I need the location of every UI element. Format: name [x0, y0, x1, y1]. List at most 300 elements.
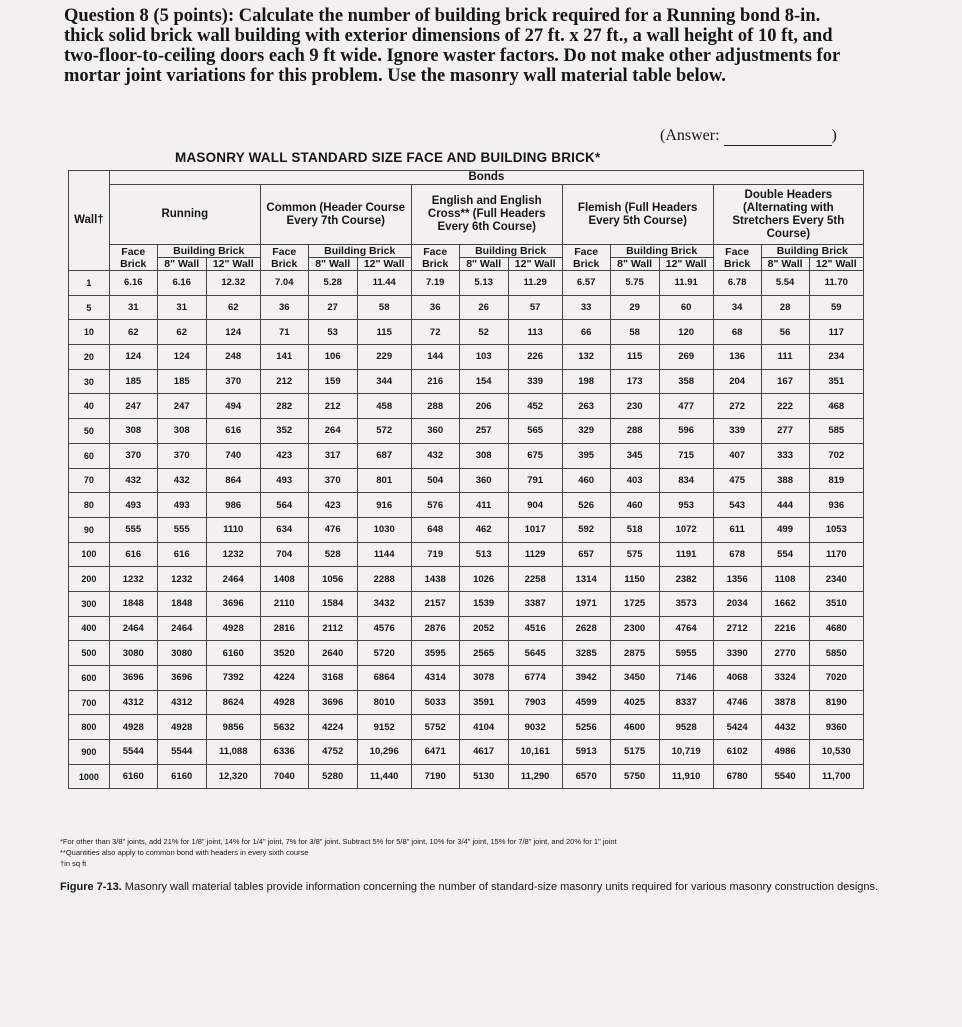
table-cell: 8624	[206, 690, 260, 715]
table-cell: 2875	[610, 641, 659, 666]
table-cell: 719	[411, 542, 459, 567]
table-cell: 5913	[562, 740, 610, 765]
table-cell: 4025	[610, 690, 659, 715]
table-cell: 864	[206, 468, 260, 493]
table-cell: 11,700	[809, 764, 863, 789]
table-cell: 344	[357, 369, 411, 394]
table-cell: 388	[761, 468, 809, 493]
table-cell: 6336	[260, 740, 308, 765]
table-cell: 585	[809, 419, 863, 444]
table-cell: 395	[562, 443, 610, 468]
table-cell: 4617	[459, 740, 508, 765]
table-cell: 288	[610, 419, 659, 444]
table-cell: 5752	[411, 715, 459, 740]
wall-12in-header: 12" Wall	[357, 258, 411, 271]
building-brick-header: Building Brick	[308, 245, 411, 258]
table-cell: 801	[357, 468, 411, 493]
table-cell: 3696	[157, 666, 206, 691]
table-row	[69, 764, 864, 789]
table-cell: 144	[411, 345, 459, 370]
table-cell: 53	[308, 320, 357, 345]
table-cell: 1056	[308, 567, 357, 592]
figure-caption-text: Masonry wall material tables provide information concerning the number of standard-size masonry units required for various masonry construction designs.	[121, 881, 879, 893]
table-cell: 2770	[761, 641, 809, 666]
table-cell: 834	[659, 468, 713, 493]
table-cell: 7146	[659, 666, 713, 691]
face-brick-header: Face Brick	[411, 245, 459, 271]
table-cell: 2258	[508, 567, 562, 592]
table-cell: 1072	[659, 517, 713, 542]
table-cell: 592	[562, 517, 610, 542]
table-cell: 111	[761, 345, 809, 370]
table-cell: 3573	[659, 591, 713, 616]
table-cell: 2876	[411, 616, 459, 641]
table-cell: 5750	[610, 764, 659, 789]
table-cell: 2288	[357, 567, 411, 592]
table-cell: 460	[562, 468, 610, 493]
table-cell: 339	[508, 369, 562, 394]
table-cell: 120	[659, 320, 713, 345]
table-cell: 10,530	[809, 740, 863, 765]
table-cell: 4680	[809, 616, 863, 641]
table-cell: 263	[562, 394, 610, 419]
table-cell: 468	[809, 394, 863, 419]
table-cell: 9528	[659, 715, 713, 740]
table-cell: 1232	[109, 567, 157, 592]
table-cell: 136	[713, 345, 761, 370]
table-cell: 11.70	[809, 271, 863, 296]
table-cell: 2640	[308, 641, 357, 666]
table-row	[69, 517, 864, 542]
table-cell: 493	[157, 493, 206, 518]
table-cell: 115	[610, 345, 659, 370]
table-cell: 339	[713, 419, 761, 444]
table-cell: 2565	[459, 641, 508, 666]
question-text: Question 8 (5 points): Calculate the number of building brick required for a Running bond 8-in. thick solid brick wall building with exterior dimensions of 27 ft. x 27 ft., a wall height of 10 ft, and two-floor-to-ceiling doors each 9 ft wide. Ignore waster factors. Do not make other adjustments for mortar joint variations for this problem. Use the masonry wall material table below.	[64, 6, 840, 86]
table-cell: 6864	[357, 666, 411, 691]
table-cell: 3510	[809, 591, 863, 616]
table-cell: 124	[157, 345, 206, 370]
table-cell: 5850	[809, 641, 863, 666]
table-cell: 3696	[109, 666, 157, 691]
table-cell: 212	[260, 369, 308, 394]
wall-8in-header: 8" Wall	[459, 258, 508, 271]
table-cell: 2816	[260, 616, 308, 641]
masonry-wall-table	[68, 170, 864, 789]
table-cell: 317	[308, 443, 357, 468]
table-cell: 29	[610, 295, 659, 320]
bond-running-header: Running	[109, 185, 260, 245]
table-cell: 4224	[308, 715, 357, 740]
table-cell: 59	[809, 295, 863, 320]
table-cell: 222	[761, 394, 809, 419]
wall-8in-header: 8" Wall	[157, 258, 206, 271]
table-cell: 572	[357, 419, 411, 444]
table-cell: 5.13	[459, 271, 508, 296]
table-cell: 403	[610, 468, 659, 493]
figure-label: Figure 7-13.	[60, 881, 122, 893]
table-cell: 3878	[761, 690, 809, 715]
table-cell: 1971	[562, 591, 610, 616]
wall-area-cell: 40	[69, 394, 110, 419]
table-cell: 1026	[459, 567, 508, 592]
table-cell: 2157	[411, 591, 459, 616]
table-cell: 5175	[610, 740, 659, 765]
wall-area-cell: 80	[69, 493, 110, 518]
table-cell: 565	[508, 419, 562, 444]
table-cell: 4928	[260, 690, 308, 715]
table-cell: 68	[713, 320, 761, 345]
table-cell: 6160	[157, 764, 206, 789]
table-cell: 10,296	[357, 740, 411, 765]
table-cell: 6160	[206, 641, 260, 666]
table-row	[69, 369, 864, 394]
bond-flemish-header: Flemish (Full Headers Every 5th Course)	[562, 185, 713, 245]
wall-area-cell: 50	[69, 419, 110, 444]
table-cell: 1408	[260, 567, 308, 592]
table-cell: 2464	[109, 616, 157, 641]
table-cell: 370	[206, 369, 260, 394]
table-cell: 4432	[761, 715, 809, 740]
table-cell: 460	[610, 493, 659, 518]
table-cell: 2464	[206, 567, 260, 592]
table-row	[69, 271, 864, 296]
table-cell: 564	[260, 493, 308, 518]
table-cell: 7903	[508, 690, 562, 715]
table-cell: 11.29	[508, 271, 562, 296]
wall-header: Wall†	[69, 171, 110, 271]
table-cell: 7.04	[260, 271, 308, 296]
table-cell: 555	[157, 517, 206, 542]
table-cell: 5130	[459, 764, 508, 789]
table-cell: 1129	[508, 542, 562, 567]
table-cell: 360	[411, 419, 459, 444]
table-cell: 648	[411, 517, 459, 542]
table-cell: 5424	[713, 715, 761, 740]
table-cell: 1584	[308, 591, 357, 616]
table-cell: 4104	[459, 715, 508, 740]
table-cell: 477	[659, 394, 713, 419]
table-cell: 4576	[357, 616, 411, 641]
table-cell: 3520	[260, 641, 308, 666]
table-cell: 1314	[562, 567, 610, 592]
table-cell: 72	[411, 320, 459, 345]
table-row	[69, 345, 864, 370]
wall-8in-header: 8" Wall	[610, 258, 659, 271]
wall-area-cell: 200	[69, 567, 110, 592]
table-cell: 269	[659, 345, 713, 370]
table-cell: 555	[109, 517, 157, 542]
table-cell: 1110	[206, 517, 260, 542]
table-cell: 5256	[562, 715, 610, 740]
table-cell: 791	[508, 468, 562, 493]
table-cell: 528	[308, 542, 357, 567]
table-cell: 370	[308, 468, 357, 493]
table-cell: 11,440	[357, 764, 411, 789]
table-cell: 308	[109, 419, 157, 444]
table-cell: 3324	[761, 666, 809, 691]
table-cell: 554	[761, 542, 809, 567]
table-cell: 411	[459, 493, 508, 518]
table-cell: 11.91	[659, 271, 713, 296]
table-row	[69, 567, 864, 592]
table-cell: 352	[260, 419, 308, 444]
face-brick-header: Face Brick	[109, 245, 157, 271]
wall-area-cell: 60	[69, 443, 110, 468]
table-cell: 277	[761, 419, 809, 444]
table-cell: 3591	[459, 690, 508, 715]
table-cell: 4764	[659, 616, 713, 641]
table-cell: 288	[411, 394, 459, 419]
table-row	[69, 542, 864, 567]
table-cell: 5280	[308, 764, 357, 789]
table-cell: 5955	[659, 641, 713, 666]
table-cell: 115	[357, 320, 411, 345]
table-cell: 6.16	[109, 271, 157, 296]
table-cell: 4516	[508, 616, 562, 641]
table-cell: 247	[109, 394, 157, 419]
table-cell: 3080	[109, 641, 157, 666]
table-cell: 2112	[308, 616, 357, 641]
table-cell: 370	[157, 443, 206, 468]
table-cell: 154	[459, 369, 508, 394]
table-cell: 57	[508, 295, 562, 320]
bond-common-header: Common (Header Course Every 7th Course)	[260, 185, 411, 245]
table-row	[69, 616, 864, 641]
table-cell: 5.28	[308, 271, 357, 296]
table-cell: 4312	[157, 690, 206, 715]
table-cell: 106	[308, 345, 357, 370]
table-cell: 616	[157, 542, 206, 567]
table-cell: 2034	[713, 591, 761, 616]
table-cell: 476	[308, 517, 357, 542]
table-cell: 5720	[357, 641, 411, 666]
table-cell: 5540	[761, 764, 809, 789]
table-cell: 124	[109, 345, 157, 370]
building-brick-header: Building Brick	[610, 245, 713, 258]
table-cell: 11.44	[357, 271, 411, 296]
table-cell: 185	[109, 369, 157, 394]
wall-area-cell: 90	[69, 517, 110, 542]
footnote-quantities: **Quantities also apply to common bond with headers in every sixth course	[60, 848, 309, 857]
table-cell: 333	[761, 443, 809, 468]
table-row	[69, 690, 864, 715]
table-cell: 4600	[610, 715, 659, 740]
bond-double-headers-header: Double Headers (Alternating with Stretchers Every 5th Course)	[713, 185, 863, 245]
table-cell: 4599	[562, 690, 610, 715]
face-brick-header: Face Brick	[713, 245, 761, 271]
table-cell: 3387	[508, 591, 562, 616]
table-cell: 576	[411, 493, 459, 518]
table-cell: 11,910	[659, 764, 713, 789]
table-cell: 452	[508, 394, 562, 419]
table-cell: 2340	[809, 567, 863, 592]
table-cell: 4314	[411, 666, 459, 691]
table-cell: 2382	[659, 567, 713, 592]
table-cell: 141	[260, 345, 308, 370]
table-cell: 953	[659, 493, 713, 518]
table-cell: 358	[659, 369, 713, 394]
wall-area-cell: 500	[69, 641, 110, 666]
wall-area-cell: 800	[69, 715, 110, 740]
answer-close: )	[831, 127, 837, 144]
table-row	[69, 740, 864, 765]
table-cell: 904	[508, 493, 562, 518]
table-cell: 1170	[809, 542, 863, 567]
table-cell: 4986	[761, 740, 809, 765]
table-cell: 6774	[508, 666, 562, 691]
table-cell: 247	[157, 394, 206, 419]
table-cell: 5.54	[761, 271, 809, 296]
wall-12in-header: 12" Wall	[659, 258, 713, 271]
wall-area-cell: 100	[69, 542, 110, 567]
table-cell: 5544	[157, 740, 206, 765]
table-cell: 159	[308, 369, 357, 394]
table-cell: 5632	[260, 715, 308, 740]
table-cell: 33	[562, 295, 610, 320]
table-cell: 230	[610, 394, 659, 419]
wall-area-cell: 10	[69, 320, 110, 345]
table-cell: 4928	[157, 715, 206, 740]
table-cell: 60	[659, 295, 713, 320]
table-cell: 704	[260, 542, 308, 567]
table-cell: 3168	[308, 666, 357, 691]
table-cell: 1150	[610, 567, 659, 592]
table-cell: 6570	[562, 764, 610, 789]
wall-area-cell: 400	[69, 616, 110, 641]
table-cell: 513	[459, 542, 508, 567]
table-cell: 462	[459, 517, 508, 542]
table-cell: 6102	[713, 740, 761, 765]
table-cell: 423	[260, 443, 308, 468]
table-cell: 6.78	[713, 271, 761, 296]
bonds-header: Bonds	[109, 171, 863, 185]
table-cell: 1108	[761, 567, 809, 592]
table-cell: 4752	[308, 740, 357, 765]
table-cell: 229	[357, 345, 411, 370]
table-cell: 4746	[713, 690, 761, 715]
table-cell: 432	[109, 468, 157, 493]
table-cell: 8010	[357, 690, 411, 715]
table-cell: 9152	[357, 715, 411, 740]
table-cell: 1232	[206, 542, 260, 567]
table-cell: 1232	[157, 567, 206, 592]
table-cell: 34	[713, 295, 761, 320]
table-cell: 1438	[411, 567, 459, 592]
wall-area-cell: 5	[69, 295, 110, 320]
table-cell: 1030	[357, 517, 411, 542]
table-cell: 657	[562, 542, 610, 567]
figure-caption	[60, 880, 880, 894]
table-cell: 1662	[761, 591, 809, 616]
wall-area-cell: 20	[69, 345, 110, 370]
table-cell: 36	[411, 295, 459, 320]
table-cell: 9856	[206, 715, 260, 740]
wall-area-cell: 70	[69, 468, 110, 493]
table-cell: 1539	[459, 591, 508, 616]
wall-area-cell: 300	[69, 591, 110, 616]
table-row	[69, 320, 864, 345]
table-cell: 5033	[411, 690, 459, 715]
table-cell: 518	[610, 517, 659, 542]
table-cell: 5645	[508, 641, 562, 666]
table-cell: 12.32	[206, 271, 260, 296]
table-cell: 282	[260, 394, 308, 419]
table-cell: 3942	[562, 666, 610, 691]
table-cell: 1356	[713, 567, 761, 592]
table-cell: 7190	[411, 764, 459, 789]
table-row	[69, 468, 864, 493]
table-cell: 2464	[157, 616, 206, 641]
table-cell: 132	[562, 345, 610, 370]
table-row	[69, 493, 864, 518]
table-cell: 423	[308, 493, 357, 518]
building-brick-header: Building Brick	[459, 245, 562, 258]
table-cell: 702	[809, 443, 863, 468]
table-body	[69, 271, 864, 789]
table-cell: 936	[809, 493, 863, 518]
table-cell: 62	[109, 320, 157, 345]
table-cell: 3450	[610, 666, 659, 691]
table-row	[69, 419, 864, 444]
table-cell: 493	[260, 468, 308, 493]
answer-line	[724, 127, 832, 146]
table-cell: 204	[713, 369, 761, 394]
table-cell: 198	[562, 369, 610, 394]
table-cell: 1725	[610, 591, 659, 616]
table-cell: 2628	[562, 616, 610, 641]
table-cell: 27	[308, 295, 357, 320]
wall-area-cell: 1	[69, 271, 110, 296]
table-cell: 3390	[713, 641, 761, 666]
table-cell: 351	[809, 369, 863, 394]
table-cell: 740	[206, 443, 260, 468]
table-cell: 4312	[109, 690, 157, 715]
table-cell: 2052	[459, 616, 508, 641]
table-cell: 1848	[109, 591, 157, 616]
table-cell: 475	[713, 468, 761, 493]
table-cell: 117	[809, 320, 863, 345]
table-cell: 616	[206, 419, 260, 444]
table-cell: 499	[761, 517, 809, 542]
table-cell: 1848	[157, 591, 206, 616]
wall-8in-header: 8" Wall	[761, 258, 809, 271]
answer-blank	[660, 127, 837, 146]
table-cell: 3595	[411, 641, 459, 666]
table-row	[69, 715, 864, 740]
building-brick-header: Building Brick	[157, 245, 260, 258]
bond-english-header: English and English Cross** (Full Headers Every 6th Course)	[411, 185, 562, 245]
table-cell: 4224	[260, 666, 308, 691]
table-cell: 6.57	[562, 271, 610, 296]
table-cell: 12,320	[206, 764, 260, 789]
table-cell: 360	[459, 468, 508, 493]
table-cell: 407	[713, 443, 761, 468]
table-cell: 173	[610, 369, 659, 394]
table-cell: 8337	[659, 690, 713, 715]
table-row	[69, 443, 864, 468]
table-cell: 226	[508, 345, 562, 370]
wall-area-cell: 900	[69, 740, 110, 765]
table-cell: 3696	[206, 591, 260, 616]
table-row	[69, 591, 864, 616]
table-cell: 10,719	[659, 740, 713, 765]
table-cell: 4928	[206, 616, 260, 641]
table-cell: 432	[411, 443, 459, 468]
table-cell: 6.16	[157, 271, 206, 296]
face-brick-header: Face Brick	[260, 245, 308, 271]
table-cell: 257	[459, 419, 508, 444]
